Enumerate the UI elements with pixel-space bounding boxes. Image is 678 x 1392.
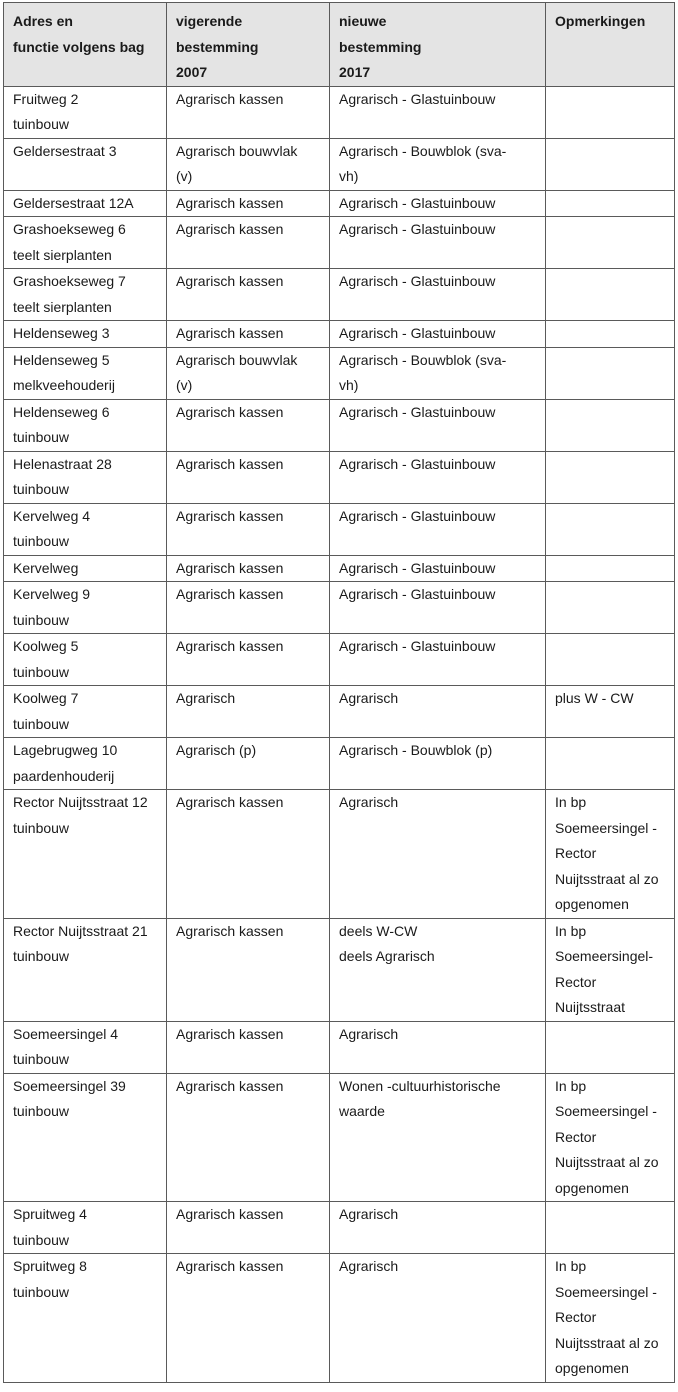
cell-opmerkingen: In bp Soemeersingel - Rector Nuijtsstraat al zo opgenomen [546,1073,675,1202]
header-vigerende-bestemming: vigerende bestemming 2007 [167,3,330,87]
cell-nieuw: Agrarisch - Bouwblok (p) [330,738,546,790]
cell-vigerend: Agrarisch kassen [167,1021,330,1073]
cell-adres: Soemeersingel 4 tuinbouw [4,1021,167,1073]
cell-vigerend: Agrarisch kassen [167,399,330,451]
table-row [4,399,675,451]
cell-vigerend: Agrarisch [167,686,330,738]
cell-adres: Heldenseweg 3 [4,321,167,348]
cell-adres: Fruitweg 2 tuinbouw [4,86,167,138]
table-row [4,555,675,582]
header-opmerkingen: Opmerkingen [546,3,675,87]
cell-adres: Rector Nuijtsstraat 12 tuinbouw [4,790,167,919]
cell-opmerkingen: In bp Soemeersingel - Rector Nuijtsstraat al zo opgenomen [546,1254,675,1383]
header-nieuwe-bestemming: nieuwe bestemming 2017 [330,3,546,87]
header-row [4,3,675,87]
cell-opmerkingen [546,582,675,634]
cell-nieuw: Agrarisch - Glastuinbouw [330,217,546,269]
cell-nieuw: Agrarisch - Glastuinbouw [330,321,546,348]
cell-adres: Helenastraat 28 tuinbouw [4,451,167,503]
cell-vigerend: Agrarisch kassen [167,190,330,217]
table-row [4,138,675,190]
table-row [4,790,675,919]
cell-vigerend: Agrarisch bouwvlak (v) [167,347,330,399]
table-row [4,269,675,321]
table-row [4,1073,675,1202]
cell-vigerend: Agrarisch kassen [167,321,330,348]
table-row [4,321,675,348]
cell-vigerend: Agrarisch kassen [167,1254,330,1383]
cell-opmerkingen [546,269,675,321]
cell-adres: Kervelweg 4 tuinbouw [4,503,167,555]
cell-nieuw: Agrarisch [330,1202,546,1254]
cell-vigerend: Agrarisch kassen [167,217,330,269]
cell-vigerend: Agrarisch kassen [167,451,330,503]
cell-adres: Grashoekseweg 7 teelt sierplanten [4,269,167,321]
cell-opmerkingen [546,86,675,138]
table-row [4,347,675,399]
cell-vigerend: Agrarisch kassen [167,86,330,138]
table-row [4,1202,675,1254]
cell-opmerkingen [546,451,675,503]
cell-opmerkingen [546,347,675,399]
cell-adres: Grashoekseweg 6 teelt sierplanten [4,217,167,269]
cell-nieuw: Agrarisch - Glastuinbouw [330,555,546,582]
cell-opmerkingen [546,1021,675,1073]
cell-nieuw: Agrarisch - Glastuinbouw [330,190,546,217]
table-row [4,1021,675,1073]
table-body [4,86,675,1382]
cell-opmerkingen: In bp Soemeersingel - Rector Nuijtsstraat al zo opgenomen [546,790,675,919]
cell-vigerend: Agrarisch kassen [167,634,330,686]
cell-adres: Spruitweg 4 tuinbouw [4,1202,167,1254]
cell-adres: Heldenseweg 6 tuinbouw [4,399,167,451]
cell-opmerkingen [546,1202,675,1254]
cell-nieuw: Agrarisch - Glastuinbouw [330,399,546,451]
cell-adres: Spruitweg 8 tuinbouw [4,1254,167,1383]
table-header [4,3,675,87]
cell-opmerkingen [546,321,675,348]
cell-nieuw: Agrarisch - Glastuinbouw [330,503,546,555]
cell-vigerend: Agrarisch kassen [167,503,330,555]
cell-opmerkingen [546,217,675,269]
cell-opmerkingen [546,399,675,451]
cell-vigerend: Agrarisch kassen [167,1202,330,1254]
cell-nieuw: Agrarisch - Glastuinbouw [330,451,546,503]
cell-vigerend: Agrarisch kassen [167,918,330,1021]
cell-adres: Heldenseweg 5 melkveehouderij [4,347,167,399]
cell-nieuw: Agrarisch - Glastuinbouw [330,582,546,634]
cell-adres: Soemeersingel 39 tuinbouw [4,1073,167,1202]
cell-nieuw: Agrarisch - Glastuinbouw [330,634,546,686]
table-row [4,217,675,269]
cell-vigerend: Agrarisch (p) [167,738,330,790]
cell-adres: Geldersestraat 3 [4,138,167,190]
table-row [4,190,675,217]
cell-nieuw: Wonen -cultuurhistorische waarde [330,1073,546,1202]
table-row [4,582,675,634]
cell-adres: Kervelweg 9 tuinbouw [4,582,167,634]
cell-nieuw: Agrarisch [330,790,546,919]
bestemming-table [3,2,675,1383]
cell-adres: Koolweg 7 tuinbouw [4,686,167,738]
table-row [4,918,675,1021]
table-row [4,451,675,503]
cell-nieuw: Agrarisch - Glastuinbouw [330,269,546,321]
cell-opmerkingen [546,190,675,217]
cell-vigerend: Agrarisch kassen [167,269,330,321]
cell-nieuw: Agrarisch [330,1021,546,1073]
cell-vigerend: Agrarisch bouwvlak (v) [167,138,330,190]
cell-nieuw: Agrarisch - Glastuinbouw [330,86,546,138]
cell-nieuw: Agrarisch - Bouwblok (sva- vh) [330,347,546,399]
cell-opmerkingen: In bp Soemeersingel- Rector Nuijtsstraat [546,918,675,1021]
header-adres: Adres en functie volgens bag [4,3,167,87]
cell-opmerkingen [546,634,675,686]
cell-adres: Koolweg 5 tuinbouw [4,634,167,686]
table-row [4,738,675,790]
cell-opmerkingen [546,738,675,790]
cell-adres: Rector Nuijtsstraat 21 tuinbouw [4,918,167,1021]
cell-vigerend: Agrarisch kassen [167,555,330,582]
cell-adres: Geldersestraat 12A [4,190,167,217]
cell-nieuw: Agrarisch [330,686,546,738]
cell-opmerkingen [546,555,675,582]
table-row [4,634,675,686]
table-row [4,1254,675,1383]
cell-opmerkingen [546,503,675,555]
cell-adres: Lagebrugweg 10 paardenhouderij [4,738,167,790]
cell-nieuw: Agrarisch [330,1254,546,1383]
cell-adres: Kervelweg [4,555,167,582]
cell-vigerend: Agrarisch kassen [167,582,330,634]
cell-vigerend: Agrarisch kassen [167,1073,330,1202]
table-row [4,86,675,138]
cell-nieuw: Agrarisch - Bouwblok (sva- vh) [330,138,546,190]
cell-opmerkingen: plus W - CW [546,686,675,738]
table-row [4,686,675,738]
cell-vigerend: Agrarisch kassen [167,790,330,919]
cell-opmerkingen [546,138,675,190]
table-row [4,503,675,555]
cell-nieuw: deels W-CW deels Agrarisch [330,918,546,1021]
